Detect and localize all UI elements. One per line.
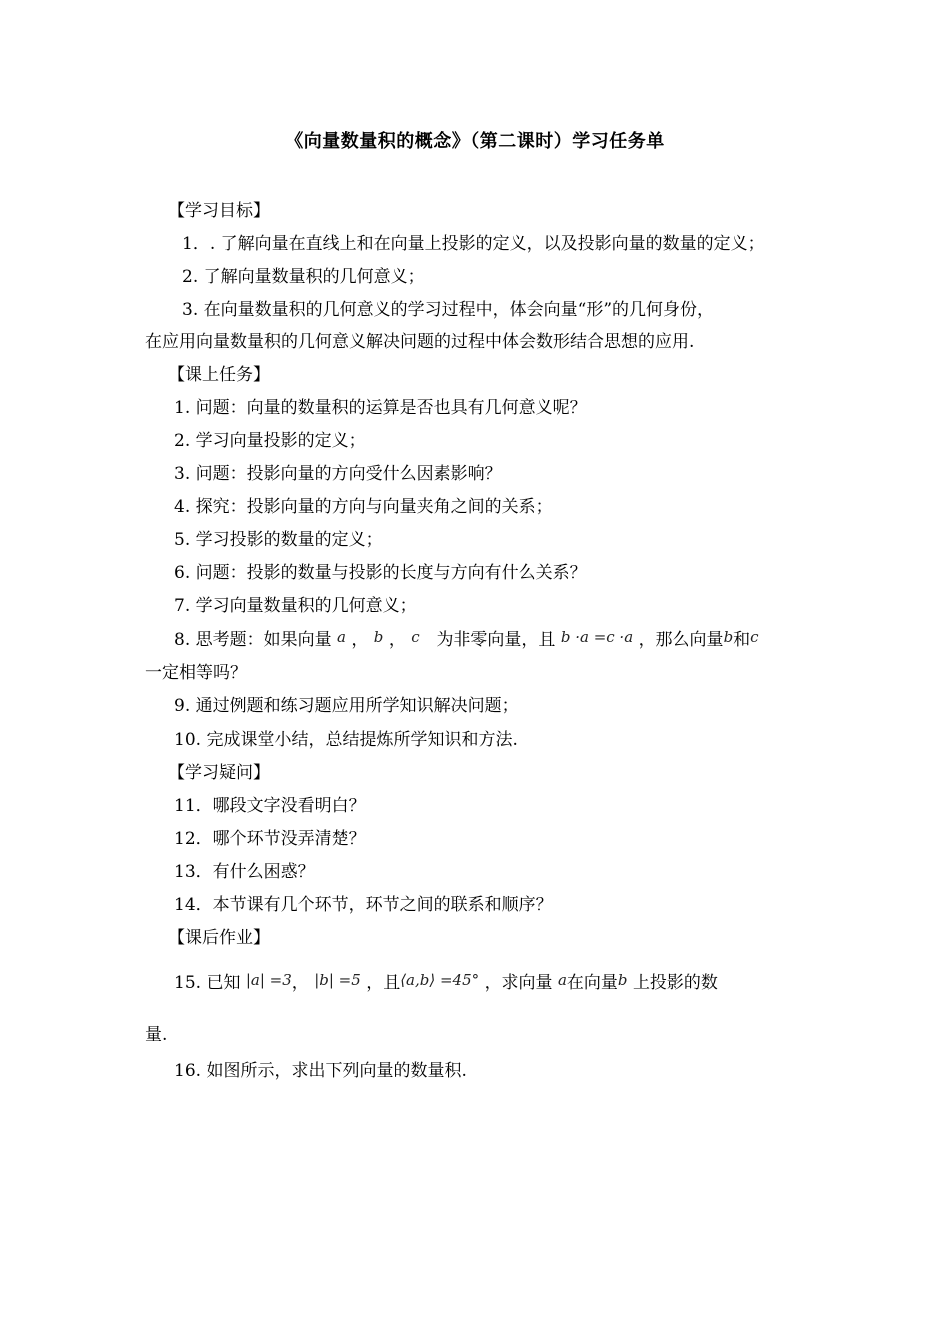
homework-item-15-mid2: ，求向量 [484,973,553,993]
task-item-10: 10. 完成课堂小结，总结提炼所学知识和方法. [174,730,518,750]
math-norm-b: |b| =5 [314,971,361,989]
math-angle-ab: ⟨a,b⟩ =45° [400,971,480,989]
goal-item-3-continued: 在应用向量数量积的几何意义解决问题的过程中体会数形结合思想的应用. [145,332,695,352]
task-item-8-sep2: ， [388,630,406,650]
math-vector-a: a [337,628,346,646]
task-item-8-mid: 为非零向量，且 [436,630,556,650]
task-item-8-prefix: 8. 思考题：如果向量 [174,630,332,650]
task-item-7: 7. 学习向量数量积的几何意义； [174,596,417,616]
question-item-12: 12．哪个环节没弄清楚？ [174,829,366,849]
goal-item-3: 3. 在向量数量积的几何意义的学习过程中，体会向量“形”的几何身份， [182,300,715,320]
task-item-8-and: 和 [733,630,751,650]
task-item-6: 6. 问题：投影的数量与投影的长度与方向有什么关系？ [174,563,587,583]
question-item-14: 14．本节课有几个环节，环节之间的联系和顺序？ [174,895,553,915]
task-item-3: 3. 问题：投影向量的方向受什么因素影响？ [174,464,502,484]
math-vector-c-2: c [750,628,759,646]
task-item-2: 2. 学习向量投影的定义； [174,431,366,451]
homework-item-15-mid3: 在向量 [566,973,618,993]
task-item-9: 9. 通过例题和练习题应用所学知识解决问题； [174,696,519,716]
task-item-8 [174,629,759,651]
task-item-8-sep1: ， [351,630,369,650]
homework-item-15-sep1: ， [291,973,309,993]
math-vector-b-hw: b [617,971,628,989]
math-vector-b-2: b [723,628,734,646]
math-vector-a-hw: a [557,971,567,989]
section-heading-questions: 【学习疑问】 [168,763,270,783]
homework-item-15-end: 上投影的数 [632,973,718,993]
section-heading-goals: 【学习目标】 [168,201,270,221]
section-heading-homework: 【课后作业】 [168,928,270,948]
math-vector-c: c [411,628,420,646]
math-dot-equation: b ·a =c ·a [560,628,634,646]
homework-item-15 [174,972,718,994]
task-item-8-continued: 一定相等吗？ [145,663,247,683]
task-item-1: 1. 问题：向量的数量积的运算是否也具有几何意义呢？ [174,398,587,418]
question-item-11: 11．哪段文字没看明白？ [174,796,366,816]
document-title: 《向量数量积的概念》（第二课时）学习任务单 [285,131,665,152]
question-item-13: 13．有什么困惑？ [174,862,315,882]
section-heading-tasks: 【课上任务】 [168,365,270,385]
goal-item-2: 2. 了解向量数量积的几何意义； [182,267,425,287]
homework-item-16: 16. 如图所示，求出下列向量的数量积. [174,1061,467,1081]
task-item-5: 5. 学习投影的数量的定义； [174,530,383,550]
task-item-8-mid2: ，那么向量 [638,630,724,650]
task-item-4: 4. 探究：投影向量的方向与向量夹角之间的关系； [174,497,553,517]
homework-item-15-mid: ，且 [366,973,401,993]
math-norm-a: |a| =3 [245,971,292,989]
math-vector-b: b [373,628,384,646]
goal-item-1: 1．. 了解向量在直线上和在向量上投影的定义，以及投影向量的数量的定义； [182,234,765,254]
homework-item-15-prefix: 15. 已知 [174,973,241,993]
homework-item-15-continued: 量. [145,1025,168,1045]
